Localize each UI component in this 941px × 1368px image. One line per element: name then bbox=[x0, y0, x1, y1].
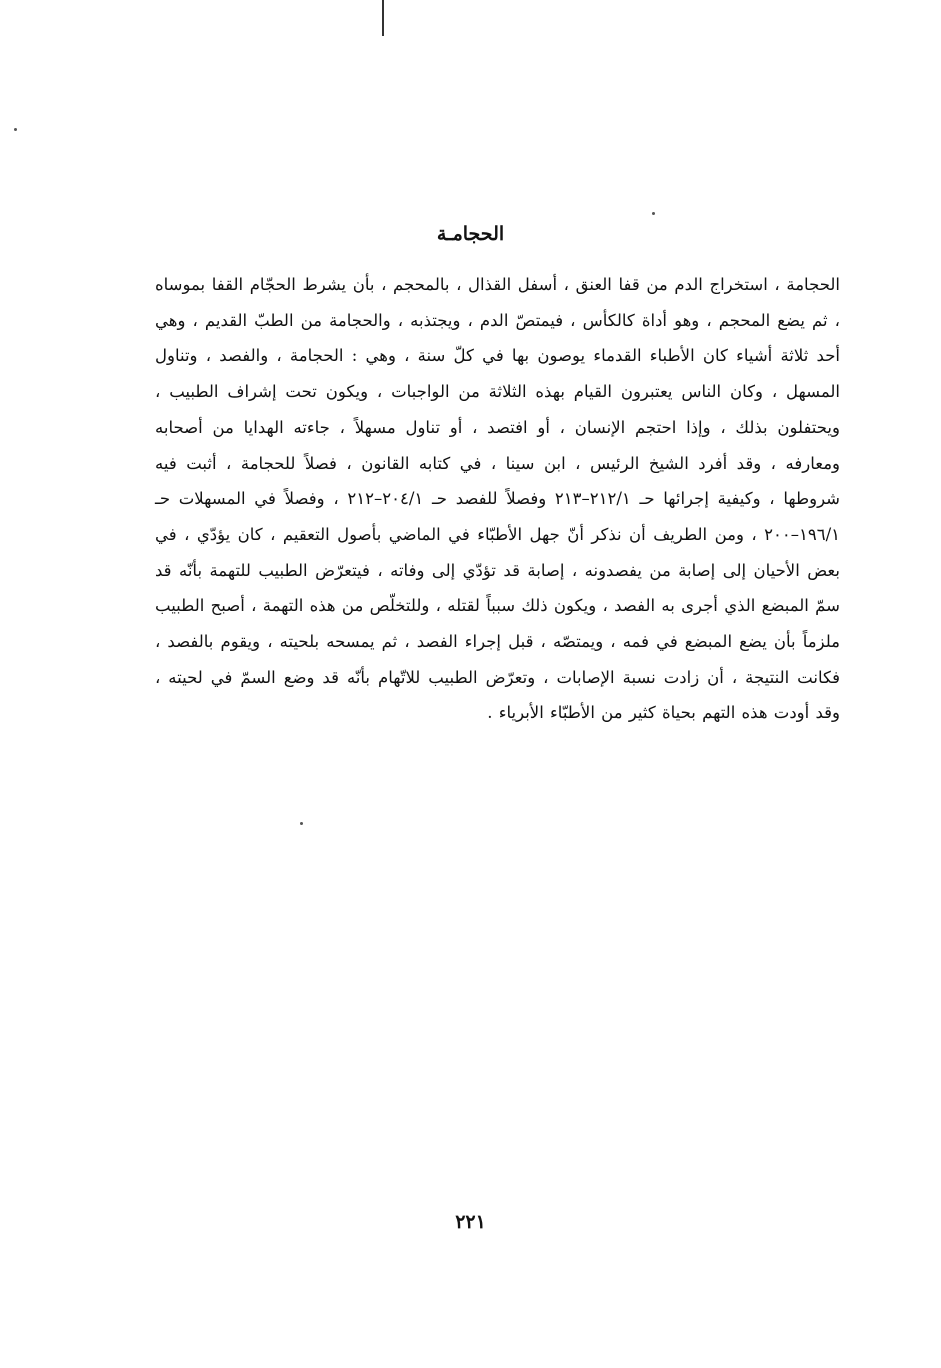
scan-speck bbox=[14, 128, 17, 131]
scan-speck bbox=[300, 822, 303, 825]
scan-speck bbox=[652, 212, 655, 215]
scan-artifact-line bbox=[382, 0, 384, 36]
page-number: ٢٢١ bbox=[455, 1211, 486, 1233]
section-title: الحجامـة bbox=[436, 223, 505, 245]
body-paragraph: الحجامة ، استخراج الدم من قفا العنق ، أسفل القذال ، بالمحجم ، بأن يشرط الحجّام القفا بموساه ، ثم يضع المحجم ، وهو أداة كالكأس ، فيمتصّ الدم ، ويجتذبه ، والحجامة من الطبّ القديم ، وهي أحد ثلاثة أشياء كان الأطباء القدماء يوصون بها في كلّ سنة ، وهي : الحجامة ، والفصد ، وتناول المسهل ، وكان الناس يعتبرون القيام بهذه الثلاثة من الواجبات ، ويكون تحت إشراف الطبيب ، ويحتفلون بذلك ، وإذا احتجم الإنسان ، أو افتصد ، أو تناول مسهلاً ، جاءته الهدايا من أصحابه ومعارفه ، وقد أفرد الشيخ الرئيس ، ابن سينا ، في كتابه القانون ، فصلاً للحجامة ، أثبت فيه شروطها ، وكيفية إجرائها حـ ٢١٢/١–٢١٣ وفصلاً للفصد حـ ٢٠٤/١–٢١٢ ، وفصلاً في المسهلات حـ ١٩٦/١–٢٠٠ ، ومن الطريف أن نذكر أنّ جهل الأطبّاء في الماضي بأصول التعقيم ، كان يؤدّي ، في بعض الأحيان إلى إصابة من يفصدونه ، إصابة قد تؤدّي إلى وفاته ، فيتعرّض الطبيب للتهمة بأنّه قد سمّ المبضع الذي أجرى به الفصد ، ويكون ذلك سبباً لقتله ، وللتخلّص من هذه التهمة ، أصبح الطبيب ملزماً بأن يضع المبضع في فمه ، ويمتصّه ، قبل إجراء الفصد ، ثم يمسحه بلحيته ، ويقوم بالفصد ، فكانت النتيجة ، أن زادت نسبة الإصابات ، وتعرّض الطبيب للاتّهام بأنّه قد وضع السمّ في لحيته ، وقد أودت هذه التهم بحياة كثير من الأطبّاء الأبرياء . bbox=[155, 275, 840, 723]
